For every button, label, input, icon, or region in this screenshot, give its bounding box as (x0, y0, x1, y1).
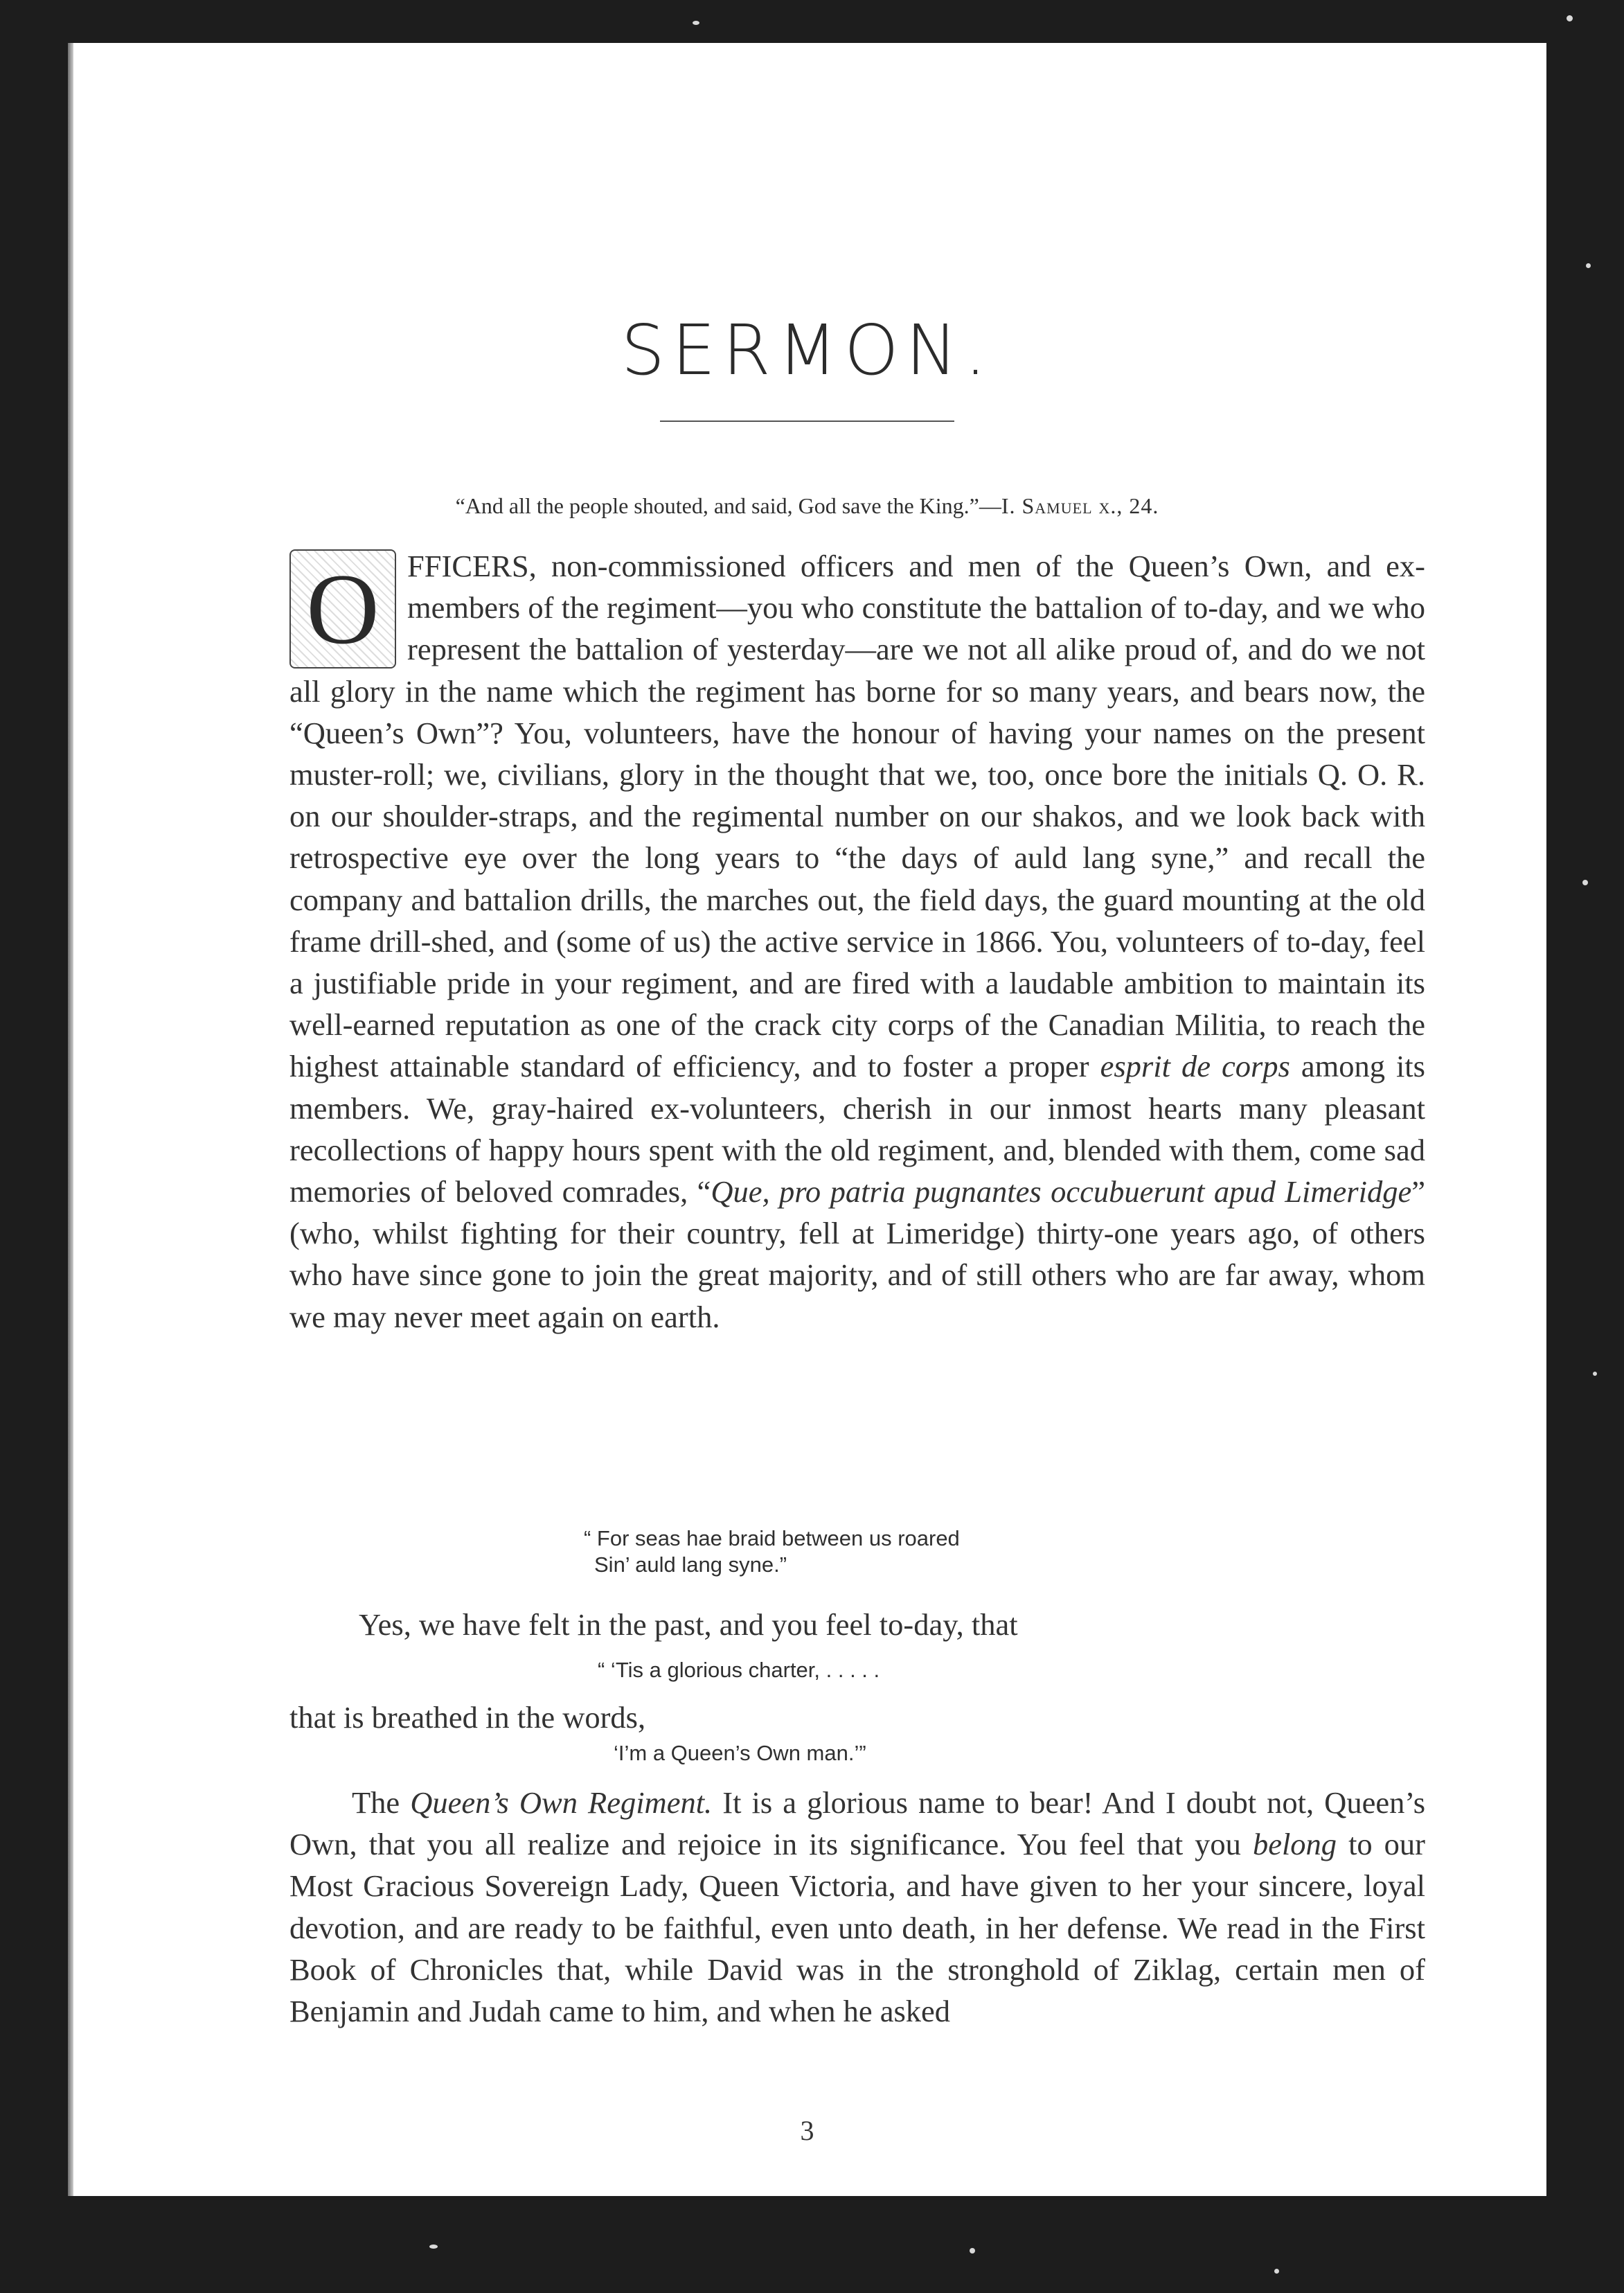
scan-speck (970, 2248, 975, 2254)
quote-line: ‘I’m a Queen’s Own man.’” (614, 1741, 866, 1765)
page-title: SERMON. (621, 310, 994, 391)
page-number: 3 (800, 2115, 814, 2146)
scan-speck (1274, 2269, 1279, 2274)
opening-paragraph (289, 545, 1425, 1338)
scan-speck (1582, 880, 1588, 885)
epigraph-quote: “And all the people shouted, and said, God save the King.”— (455, 493, 1001, 518)
poem-line: “ For seas hae braid between us roared (584, 1526, 960, 1550)
poem-quote (584, 1525, 960, 1578)
para2-italic-regiment: Queen’s Own Regiment. (410, 1785, 713, 1820)
para2-italic-belong: belong (1252, 1827, 1337, 1862)
scan-speck (1567, 15, 1573, 21)
text-line: Yes, we have felt in the past, and you feel to-day, that (359, 1607, 1018, 1642)
para1-text: FFICERS, non-commissioned officers and men of the Queen’s Own, and ex-members of the regiment—you who constitute the battalion of to-day, and we who represent the battalion of yesterday—are we not all alike proud of, and do we not all glory in the name which the regiment has borne for so many years, and bears now, the “Queen’s Own”? You, volunteers, have the honour of having your names on the present muster-roll; we, civilians, glory in the thought that we, too, once bore the initials Q. O. R. on our shoulder-straps, and the regimental number on our shakos, and we look back with retrospective eye over the long years to “the days of auld lang syne,” and recall the company and battalion drills, the marches out, the field days, the guard mounting at the old frame drill-shed, and (some of us) the active service in 1866. You, volunteers of to-day, feel a justifiable pride in your regiment, and are fired with a laudable ambition to maintain its well-earned reputation as one of the crack city corps of the Canadian Militia, to reach the highest attainable standard of efficiency, and to foster a proper (289, 549, 1425, 1084)
para1-italic-latin: Que, pro patria pugnantes occubuerunt apud Limeridge (711, 1174, 1412, 1210)
drop-cap-letter: O (289, 549, 396, 669)
poem-line: Sin’ auld lang syne.” (594, 1552, 787, 1577)
closing-paragraph (289, 1782, 1425, 2032)
scan-speck (429, 2245, 438, 2249)
para1-text-mid: among its members. We, gray-haired ex-volunteers, cherish in our inmost hearts many pleasant recollections of happy hours spent with the old regiment, and, blended with them, come sad memories of beloved comrades, “ (289, 1049, 1425, 1210)
para1-italic-esprit: esprit de corps (1100, 1049, 1290, 1084)
para2-text: The (352, 1785, 411, 1820)
epigraph-reference: I. Samuel x., 24. (1001, 493, 1159, 518)
text-line: that is breathed in the words, (289, 1700, 646, 1735)
title-rule (660, 420, 954, 422)
para2-text: to our Most Gracious Sovereign Lady, Queen Victoria, and have given to her your sincere, loyal devotion, and are ready to be faithful, even unto death, in her defense. We read in the First Book of Chronicles that, while David was in the stronghold of Ziklag, certain men of Benjamin and Judah came to him, and when he asked (289, 1827, 1425, 2029)
epigraph (68, 493, 1546, 519)
quote-line: “ ‘Tis a glorious charter, . . . . . (598, 1658, 880, 1682)
scan-speck (693, 21, 699, 25)
para1-text-end: ” (who, whilst fighting for their country, fell at Limeridge) thirty-one years ago, of others who have since gone to join the great majority, and of still others who are far away, whom we may never meet again on earth. (289, 1174, 1425, 1334)
scan-speck (1593, 1372, 1597, 1376)
book-page (68, 43, 1546, 2196)
para2-text: It is a glorious name to bear! And I doubt not, Queen’s Own, that you all realize and rejoice in its significance. You feel that you (289, 1785, 1426, 1862)
scan-speck (1586, 263, 1591, 268)
